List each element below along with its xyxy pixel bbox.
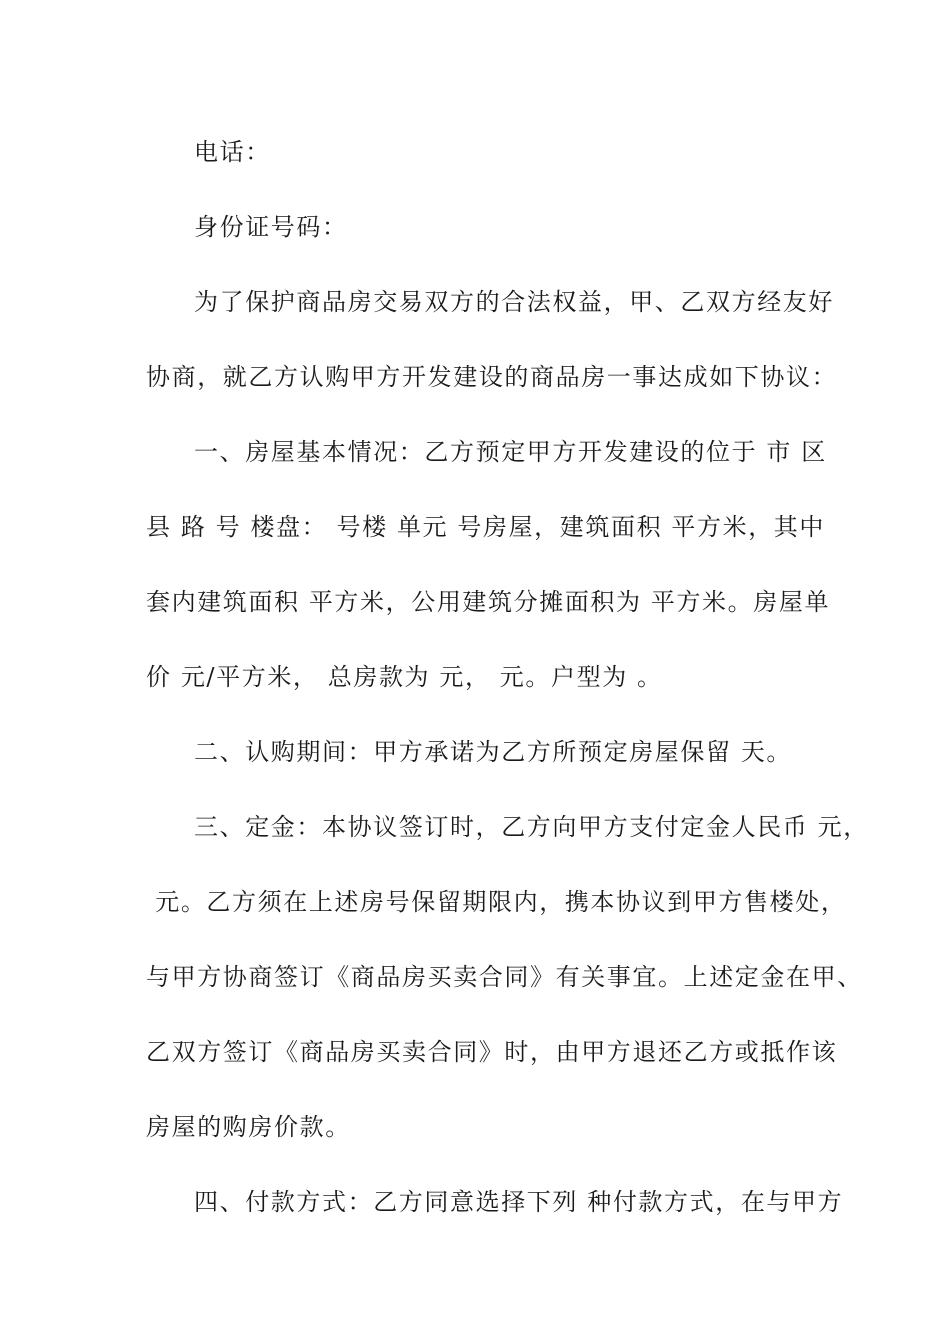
clause-4-line-1: 四、付款方式：乙方同意选择下列 种付款方式，在与甲方 (194, 1188, 844, 1216)
id-number-label: 身份证号码： (194, 213, 348, 241)
clause-1-line-1: 一、房屋基本情况：乙方预定甲方开发建设的位于 市 区 (194, 438, 827, 466)
clause-1-line-2: 县 路 号 楼盘： 号楼 单元 号房屋，建筑面积 平方米，其中 (146, 513, 826, 541)
clause-2-line-1: 二、认购期间：甲方承诺为乙方所预定房屋保留 天。 (194, 738, 793, 766)
clause-3-line-2: 元。乙方须在上述房号保留期限内，携本协议到甲方售楼处， (146, 888, 847, 916)
clause-3-line-1: 三、定金：本协议签订时，乙方向甲方支付定金人民币 元， (194, 813, 869, 841)
preamble-line-2: 协商，就乙方认购甲方开发建设的商品房一事达成如下协议： (146, 363, 838, 391)
phone-label: 电话： (194, 138, 271, 166)
preamble-line-1: 为了保护商品房交易双方的合法权益，甲、乙双方经友好 (194, 288, 834, 316)
clause-3-line-3: 与甲方协商签订《商品房买卖合同》有关事宜。上述定金在甲、 (146, 963, 863, 991)
clause-1-line-4: 价 元/平方米， 总房款为 元， 元。户型为 。 (146, 663, 663, 691)
clause-3-line-5: 房屋的购房价款。 (146, 1113, 351, 1141)
clause-3-line-4: 乙双方签订《商品房买卖合同》时，由甲方退还乙方或抵作该 (146, 1038, 838, 1066)
clause-1-line-3: 套内建筑面积 平方米，公用建筑分摊面积为 平方米。房屋单 (146, 588, 831, 616)
